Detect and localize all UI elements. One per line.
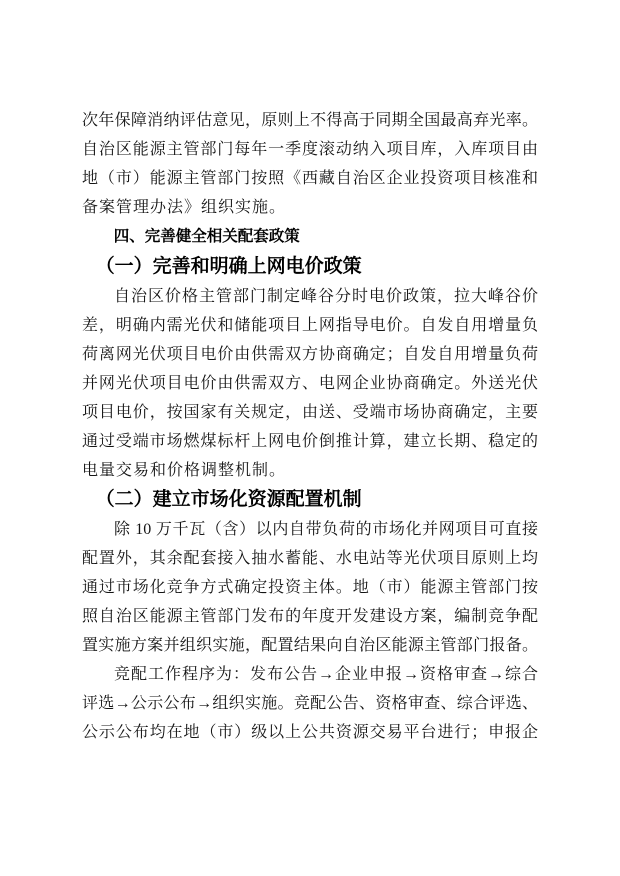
text-line: 通过市场化竞争方式确定投资主体。地（市）能源主管部门按	[82, 579, 538, 596]
document-body	[82, 106, 538, 747]
text-line: 次年保障消纳评估意见，原则上不得高于同期全国最高弃光率。	[82, 112, 538, 129]
text-line: 荷离网光伏项目电价由供需双方协商确定；自发自用增量负荷	[82, 346, 538, 363]
text-line: 除 10 万千瓦（含）以内自带负荷的市场化并网项目可直接	[114, 521, 538, 538]
text-line: 差，明确内需光伏和储能项目上网指导电价。自发自用增量负	[82, 317, 538, 334]
paragraph	[82, 660, 538, 747]
paragraph	[82, 106, 538, 222]
text-line: 项目电价，按国家有关规定，由送、受端市场协商确定，主要	[82, 404, 538, 421]
subsection-heading: （一）完善和明确上网电价政策	[95, 256, 362, 277]
text-line: 竞配工作程序为：发布公告→企业申报→资格审查→综合	[114, 666, 538, 683]
text-line: 电量交易和价格调整机制。	[82, 462, 287, 479]
text-line: 置实施方案并组织实施，配置结果向自治区能源主管部门报备。	[82, 637, 538, 654]
text-line: 评选→公示公布→组织实施。竞配公告、资格审查、综合评选、	[82, 695, 538, 712]
text-line: 地（市）能源主管部门按照《西藏自治区企业投资项目核准和	[82, 170, 538, 187]
text-line: 照自治区能源主管部门发布的年度开发建设方案，编制竞争配	[82, 608, 538, 625]
text-line: 并网光伏项目电价由供需双方、电网企业协商确定。外送光伏	[82, 375, 538, 392]
text-line: 备案管理办法》组织实施。	[82, 199, 287, 216]
subsection-heading: （二）建立市场化资源配置机制	[95, 489, 362, 510]
paragraph	[82, 515, 538, 660]
text-line: 自治区价格主管部门制定峰谷分时电价政策，拉大峰谷价	[114, 288, 538, 305]
paragraph	[82, 282, 538, 485]
section-heading: 四、完善健全相关配套政策	[113, 228, 300, 245]
text-line: 配置外，其余配套接入抽水蓄能、水电站等光伏项目原则上均	[82, 550, 538, 567]
text-line: 自治区能源主管部门每年一季度滚动纳入项目库，入库项目由	[82, 141, 538, 158]
text-line: 公示公布均在地（市）级以上公共资源交易平台进行；申报企	[82, 724, 538, 741]
text-line: 通过受端市场燃煤标杆上网电价倒推计算，建立长期、稳定的	[82, 433, 538, 450]
